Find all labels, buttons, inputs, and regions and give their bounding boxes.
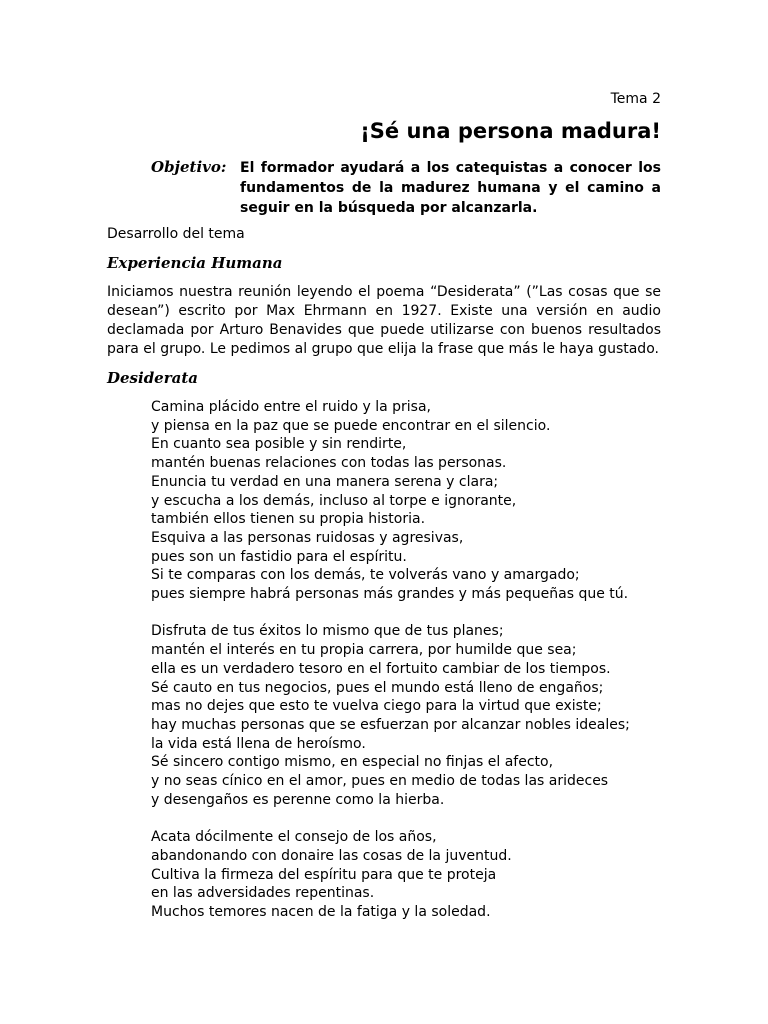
poem-line: y desengaños es perenne como la hierba. bbox=[151, 791, 445, 808]
poem-line: ella es un verdadero tesoro en el fortuito cambiar de los tiempos. bbox=[151, 660, 611, 677]
poem-line: también ellos tienen su propia historia. bbox=[151, 511, 426, 528]
poem-line: y no seas cínico en el amor, pues en medio de todas las arideces bbox=[151, 773, 609, 790]
poem-line: Muchos temores nacen de la fatiga y la soledad. bbox=[151, 903, 491, 920]
poem-line: Esquiva a las personas ruidosas y agresivas, bbox=[151, 529, 464, 546]
poem-line: Sé sincero contigo mismo, en especial no finjas el afecto, bbox=[151, 754, 554, 771]
poem-line: y piensa en la paz que se puede encontrar en el silencio. bbox=[151, 417, 551, 434]
poem-line: Cultiva la firmeza del espíritu para que te proteja bbox=[151, 866, 497, 883]
poem-line: y escucha a los demás, incluso al torpe e ignorante, bbox=[151, 492, 517, 509]
poem-stanza bbox=[151, 828, 630, 922]
experience-paragraph: Iniciamos nuestra reunión leyendo el poema “Desiderata” (”Las cosas que se desean”) escrito por Max Ehrmann en 1927. Existe una versión en audio declamada por Arturo Benavides que puede utilizarse con buenos resultados para el grupo. Le pedimos al grupo que elija la frase que más le haya gustado. bbox=[107, 284, 661, 357]
poem-line: Camina plácido entre el ruido y la prisa, bbox=[151, 399, 431, 415]
poem-heading: Desiderata bbox=[107, 369, 198, 387]
poem-line: mantén buenas relaciones con todas las personas. bbox=[151, 455, 507, 472]
poem-stanza bbox=[151, 622, 630, 809]
development-title: Desarrollo del tema bbox=[107, 226, 245, 242]
poem-line: Acata dócilmente el consejo de los años, bbox=[151, 829, 437, 846]
poem-line: abandonando con donaire las cosas de la juventud. bbox=[151, 847, 512, 864]
topic-number: Tema 2 bbox=[610, 91, 661, 107]
page-title: ¡Sé una persona madura! bbox=[360, 119, 661, 143]
poem-line: hay muchas personas que se esfuerzan por alcanzar nobles ideales; bbox=[151, 716, 630, 733]
poem-line: pues son un fastidio para el espíritu. bbox=[151, 548, 407, 565]
poem-line: Enuncia tu verdad en una manera serena y clara; bbox=[151, 473, 499, 490]
poem-line: pues siempre habrá personas más grandes y más pequeñas que tú. bbox=[151, 586, 629, 603]
objective-text: El formador ayudará a los catequistas a conocer los fundamentos de la madurez humana y el camino a seguir en la búsqueda por alcanzarla. bbox=[240, 160, 661, 216]
poem-line: en las adversidades repentinas. bbox=[151, 885, 375, 902]
poem-line: Disfruta de tus éxitos lo mismo que de tus planes; bbox=[151, 623, 504, 640]
objective-label: Objetivo: bbox=[151, 158, 227, 176]
poem-body bbox=[151, 398, 630, 940]
poem-line: Sé cauto en tus negocios, pues el mundo está lleno de engaños; bbox=[151, 679, 604, 696]
poem-line: mas no dejes que esto te vuelva ciego para la virtud que existe; bbox=[151, 698, 602, 715]
experience-heading: Experiencia Humana bbox=[107, 254, 283, 272]
poem-stanza bbox=[151, 398, 630, 604]
poem-line: mantén el interés en tu propia carrera, por humilde que sea; bbox=[151, 642, 577, 659]
poem-line: la vida está llena de heroísmo. bbox=[151, 735, 366, 752]
poem-line: En cuanto sea posible y sin rendirte, bbox=[151, 436, 407, 453]
poem-line: Si te comparas con los demás, te volverás vano y amargado; bbox=[151, 567, 580, 584]
